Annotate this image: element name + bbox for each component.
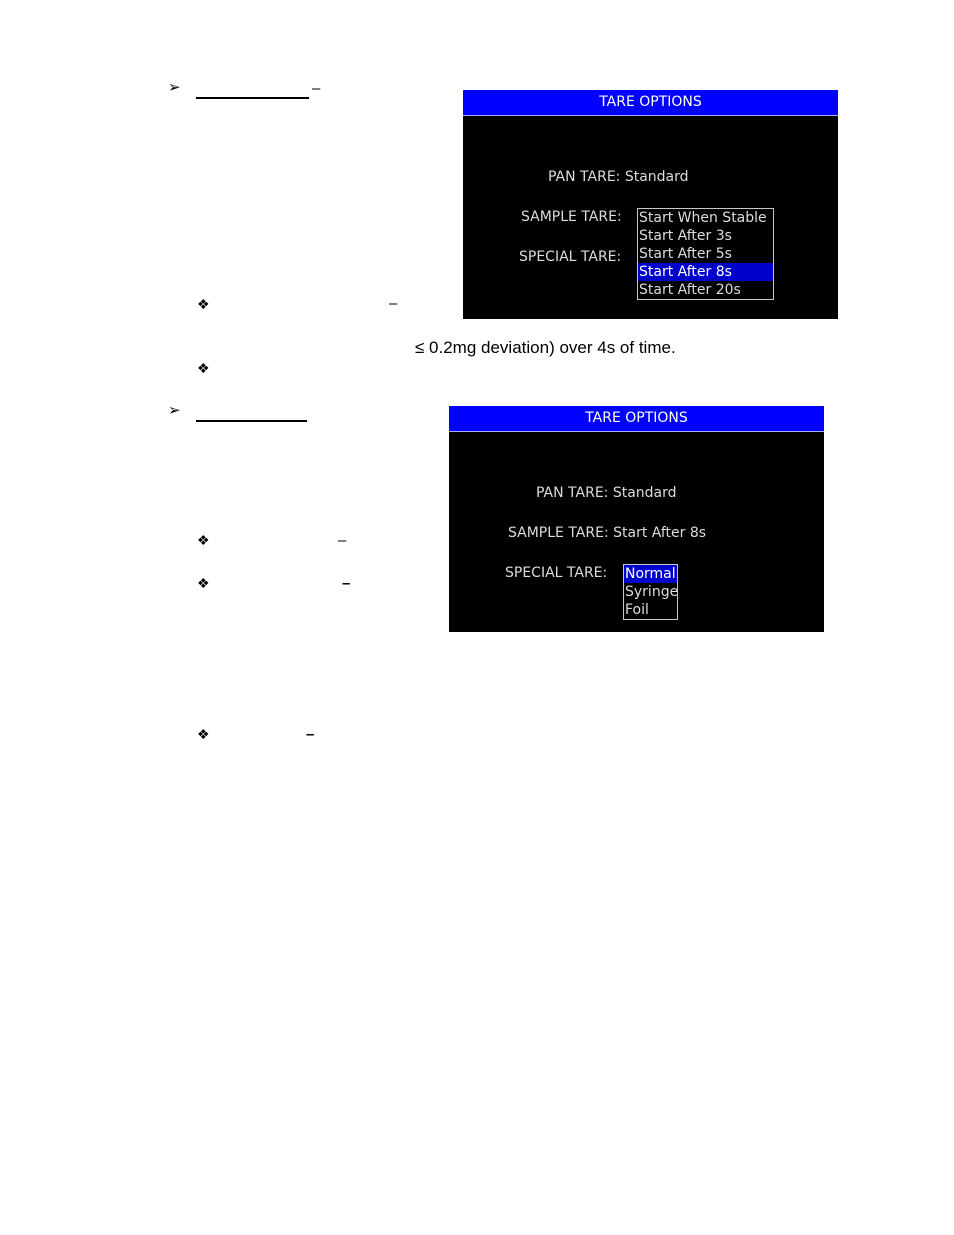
dash: – — [338, 532, 347, 549]
diamond-bullet-icon: ❖ — [197, 575, 209, 591]
dropdown-option[interactable]: Start After 8s — [638, 263, 773, 281]
dropdown-option[interactable]: Start When Stable — [639, 210, 767, 226]
dash: – — [312, 80, 321, 97]
diamond-bullet-icon: ❖ — [197, 726, 209, 742]
arrow-bullet-icon: ➢ — [168, 402, 181, 419]
sample-tare-label: SAMPLE TARE: — [521, 209, 622, 225]
arrow-bullet-icon: ➢ — [168, 79, 181, 96]
dropdown-option[interactable]: Start After 3s — [639, 228, 732, 244]
special-tare-dropdown-list[interactable] — [623, 564, 678, 620]
dash: – — [342, 575, 351, 592]
special-tare-label: SPECIAL TARE: — [519, 249, 622, 265]
sample-tare-row — [508, 524, 706, 542]
sample-tare-dropdown-list[interactable] — [637, 208, 774, 300]
diamond-bullet-icon: ❖ — [197, 296, 209, 312]
sample-tare-value[interactable]: Start After 8s — [613, 525, 707, 541]
pan-tare-row — [548, 168, 689, 186]
tare-options-screen-1 — [463, 90, 838, 319]
dropdown-option[interactable]: Syringe — [625, 584, 679, 600]
pan-tare-label: PAN TARE: — [536, 485, 609, 501]
pan-tare-row — [536, 484, 677, 502]
pan-tare-value[interactable]: Standard — [624, 169, 689, 185]
heading-underline — [196, 420, 307, 422]
special-tare-label: SPECIAL TARE: — [505, 565, 608, 581]
tare-options-screen-2 — [449, 406, 824, 632]
pan-tare-label: PAN TARE: — [548, 169, 621, 185]
heading-underline — [196, 97, 309, 99]
diamond-bullet-icon: ❖ — [197, 532, 209, 548]
dropdown-option[interactable]: Start After 5s — [639, 246, 732, 262]
screen-title: TARE OPTIONS — [449, 406, 824, 432]
diamond-bullet-icon: ❖ — [197, 360, 209, 376]
dropdown-option[interactable]: Normal — [625, 566, 676, 582]
dash: – — [389, 295, 398, 312]
dropdown-option[interactable]: Foil — [625, 602, 649, 618]
pan-tare-value[interactable]: Standard — [612, 485, 677, 501]
sample-tare-label: SAMPLE TARE: — [508, 525, 609, 541]
screen-title: TARE OPTIONS — [463, 90, 838, 116]
dash: – — [306, 726, 315, 743]
body-text-line: ≤ 0.2mg deviation) over 4s of time. — [415, 338, 676, 357]
dropdown-option[interactable]: Start After 20s — [639, 282, 741, 298]
